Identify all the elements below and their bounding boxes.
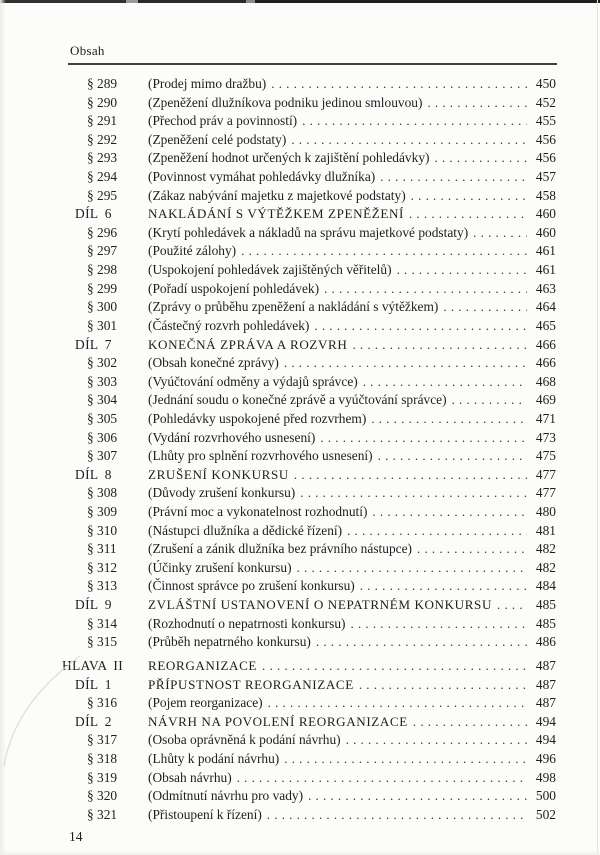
toc-entry-page: 461 (535, 243, 556, 259)
toc-row (62, 541, 556, 560)
toc-entry-page: 473 (535, 429, 556, 445)
dot-leader (363, 374, 527, 390)
toc-entry-title: KONEČNÁ ZPRÁVA A ROZVRH (148, 336, 348, 352)
dot-leader (300, 485, 527, 501)
toc-entry-label: § 296 (87, 224, 118, 240)
dot-leader (291, 132, 527, 148)
toc-entry-label: § 318 (87, 750, 118, 766)
toc-entry-title: (Pořadí uspokojení pohledávek) (148, 280, 320, 296)
toc-entry-title: (Průběh nepatrného konkursu) (148, 634, 311, 650)
toc-entry-title: (Prodej mimo dražbu) (148, 76, 267, 91)
toc-row (62, 504, 556, 523)
dot-leader (360, 578, 527, 594)
toc-row (62, 770, 556, 789)
dot-leader (241, 243, 527, 259)
toc-entry-label: § 289 (87, 76, 118, 91)
dot-leader (314, 318, 527, 334)
toc-entry-title: (Důvody zrušení konkursu) (148, 485, 296, 501)
toc-entry-page: 494 (535, 732, 556, 748)
dot-leader (320, 430, 527, 446)
toc-entry-title: (Zpeněžení dlužníkova podniku jedinou smlouvou) (148, 94, 423, 110)
running-head-title: Obsah (70, 43, 105, 58)
toc-row (62, 150, 556, 169)
toc-entry-title: (Jednání soudu o konečné zprávě a vyúčtování správce) (148, 392, 447, 408)
toc-row (62, 299, 556, 318)
toc-row (62, 169, 556, 188)
toc-entry-label: § 305 (87, 410, 118, 426)
dot-leader (324, 281, 527, 297)
toc-entry-page: 465 (535, 317, 556, 333)
toc-entry-page: 463 (535, 280, 556, 296)
toc-row (62, 448, 556, 467)
toc-entry-page: 482 (535, 541, 556, 557)
toc-entry-title: NÁVRH NA POVOLENÍ REORGANIZACE (148, 713, 408, 729)
toc-row (62, 392, 556, 411)
toc-entry-page: 461 (535, 262, 556, 278)
toc-row (62, 485, 556, 504)
toc-row (62, 523, 556, 542)
toc-entry-title: (Částečný rozvrh pohledávek) (148, 317, 310, 333)
dot-leader (427, 95, 527, 111)
dot-leader (262, 658, 527, 674)
toc-entry-label: § 300 (87, 299, 118, 315)
toc-entry-label: § 320 (87, 788, 118, 804)
toc-entry-page: 466 (535, 355, 556, 371)
toc-entry-label: § 321 (87, 806, 118, 822)
toc-entry-title: (Činnost správce po zrušení konkursu) (148, 578, 355, 594)
toc-entry-page: 485 (535, 597, 556, 613)
dot-leader (316, 634, 527, 650)
toc-row (62, 243, 556, 262)
toc-entry-page: 487 (535, 676, 556, 692)
toc-entry-title: (Zprávy o průběhu zpeněžení a nakládání s výtěžkem) (148, 299, 439, 315)
toc-row (62, 318, 556, 337)
toc-row (62, 677, 556, 696)
toc-entry-page: 494 (535, 713, 556, 729)
toc-entry-title: (Zrušení a zánik dlužníka bez právního nástupce) (148, 541, 412, 557)
toc-row (62, 132, 556, 151)
toc-row (62, 262, 556, 281)
dot-leader (284, 355, 527, 371)
toc-row (62, 616, 556, 635)
toc-entry-title: (Zpeněžení celé podstaty) (148, 131, 287, 147)
dot-leader (443, 299, 527, 315)
toc-entry-page: 468 (535, 373, 556, 389)
toc-row (62, 597, 556, 616)
toc-entry-title: (Pohledávky uspokojené před rozvrhem) (148, 410, 367, 426)
toc-entry-label: § 307 (87, 448, 118, 464)
toc-entry-title: ZVLÁŠTNÍ USTANOVENÍ O NEPATRNÉM KONKURSU (148, 597, 492, 613)
toc-entry-title: (Pojem reorganizace) (148, 695, 263, 711)
toc-row (62, 113, 556, 132)
toc-entry-label: DÍL 8 (75, 466, 112, 482)
toc-entry-title: (Nástupci dlužníka a dědické řízení) (148, 522, 343, 538)
toc-row (62, 751, 556, 770)
toc-entry-title: REORGANIZACE (148, 657, 258, 673)
toc-entry-label: § 290 (87, 94, 118, 110)
toc-row (62, 411, 556, 430)
toc-entry-page: 482 (535, 559, 556, 575)
toc-entry-page: 486 (535, 634, 556, 650)
toc-entry-page: 481 (535, 522, 556, 538)
toc-entry-label: HLAVA II (62, 657, 124, 673)
dot-leader (347, 523, 527, 539)
toc-row (62, 188, 556, 207)
toc-entry-page: 464 (535, 299, 556, 315)
scan-edge-right (597, 0, 598, 855)
toc-entry-label: § 312 (87, 559, 118, 575)
toc-entry-label: § 316 (87, 695, 118, 711)
toc-row (62, 788, 556, 807)
toc-entry-title: (Přechod práv a povinností) (148, 113, 298, 129)
toc-entry-title: (Zákaz nabývání majetku z majetkové podstaty) (148, 187, 406, 203)
toc-entry-label: § 298 (87, 262, 118, 278)
toc-entry-title: (Rozhodnutí o nepatrnosti konkursu) (148, 615, 346, 631)
toc-entry-title: (Přistoupení k řízení) (148, 806, 262, 822)
dot-leader (267, 807, 527, 823)
dot-leader (346, 732, 527, 748)
toc-entry-label: § 292 (87, 131, 118, 147)
dot-leader (417, 541, 527, 557)
toc-entry-label: § 294 (87, 169, 118, 185)
dot-leader (378, 448, 527, 464)
toc-entry-page: 450 (535, 76, 556, 91)
dot-leader (371, 411, 527, 427)
toc-entry-page: 477 (535, 466, 556, 482)
toc-row (62, 95, 556, 114)
toc-entry-page: 469 (535, 392, 556, 408)
toc-entry-label: § 303 (87, 373, 118, 389)
toc-entry-label: DÍL 1 (75, 676, 112, 692)
page-header (68, 42, 557, 65)
dot-leader (359, 677, 527, 693)
dot-leader (413, 714, 527, 730)
dot-leader (372, 504, 527, 520)
toc-entry-label: § 309 (87, 504, 118, 520)
toc-entry-page: 460 (535, 224, 556, 240)
toc-entry-title: (Použité zálohy) (148, 243, 237, 259)
toc-entry-label: § 302 (87, 355, 118, 371)
toc-entry-title: (Vydání rozvrhového usnesení) (148, 429, 316, 445)
toc-entry-label: § 299 (87, 280, 118, 296)
toc-entry-title: (Vyúčtování odměny a výdajů správce) (148, 373, 358, 389)
toc-row (62, 732, 556, 751)
toc-entry-label: § 304 (87, 392, 118, 408)
toc-entry-page: 458 (535, 187, 556, 203)
toc-entry-label: § 293 (87, 150, 118, 166)
toc-entry-label: § 306 (87, 429, 118, 445)
dot-leader (294, 467, 527, 483)
toc-entry-label: § 319 (87, 769, 118, 785)
dot-leader (351, 616, 528, 632)
toc-entry-page: 460 (535, 206, 556, 222)
toc-entry-label: § 295 (87, 187, 118, 203)
scan-edge-left (0, 0, 6, 855)
toc-entry-label: § 317 (87, 732, 118, 748)
toc-entry-page: 455 (535, 113, 556, 129)
toc-entry-page: 477 (535, 485, 556, 501)
toc-entry-title: (Uspokojení pohledávek zajištěných věřitelů) (148, 262, 392, 278)
toc-entry-page: 496 (535, 750, 556, 766)
dot-leader (297, 560, 527, 576)
toc-entry-page: 487 (535, 657, 556, 673)
toc-entry-page: 485 (535, 615, 556, 631)
toc-row (62, 281, 556, 300)
toc-entry-label: § 311 (87, 541, 117, 557)
dot-leader (497, 597, 527, 613)
dot-leader (452, 392, 527, 408)
toc-entry-title: (Povinnost vymáhat pohledávky dlužníka) (148, 169, 376, 185)
dot-leader (397, 262, 527, 278)
toc-row (62, 430, 556, 449)
toc-entry-label: § 297 (87, 243, 118, 259)
toc-entry-page: 502 (535, 806, 556, 822)
toc-entry-label: § 308 (87, 485, 118, 501)
toc-entry-label: § 310 (87, 522, 118, 538)
dot-leader (271, 76, 527, 92)
toc-row (62, 714, 556, 733)
toc-entry-title: ZRUŠENÍ KONKURSU (148, 466, 289, 482)
toc-row (62, 560, 556, 579)
toc-entry-page: 457 (535, 169, 556, 185)
toc-entry-label: DÍL 9 (75, 597, 112, 613)
dot-leader (308, 788, 527, 804)
dot-leader (302, 113, 527, 129)
toc-entry-title: (Právní moc a vykonatelnost rozhodnutí) (148, 504, 368, 520)
toc-entry-page: 456 (535, 150, 556, 166)
toc-entry-page: 466 (535, 336, 556, 352)
dot-leader (268, 695, 527, 711)
toc-entry-title: (Obsah konečné zprávy) (148, 355, 279, 371)
toc-entry-title: (Zpeněžení hodnot určených k zajištění pohledávky) (148, 150, 430, 166)
toc-entry-title: (Osoba oprávněná k podání návrhu) (148, 732, 341, 748)
page-number: 14 (69, 829, 83, 844)
dot-leader (434, 150, 527, 166)
toc-entry-page: 480 (535, 504, 556, 520)
toc-row (62, 355, 556, 374)
toc-entry-page: 471 (535, 410, 556, 426)
toc-entry-title: (Účinky zrušení konkursu) (148, 559, 292, 575)
toc-entry-title: NAKLÁDÁNÍ S VÝTĚŽKEM ZPENĚŽENÍ (148, 206, 404, 222)
scan-edge-top (0, 0, 600, 3)
toc-entry-label: DÍL 6 (75, 206, 112, 222)
toc-entry-title: (Lhůty pro splnění rozvrhového usnesení) (148, 448, 373, 464)
toc-row (62, 658, 556, 677)
toc-entry-title: (Krytí pohledávek a nákladů na správu majetkové podstaty) (148, 224, 469, 240)
scan-edge-bottom (0, 851, 600, 855)
dot-leader (473, 225, 527, 241)
toc-row (62, 634, 556, 653)
dot-leader (380, 169, 527, 185)
toc-row (62, 374, 556, 393)
toc-entry-title: (Odmítnutí návrhu pro vady) (148, 788, 304, 804)
dot-leader (411, 188, 527, 204)
dot-leader (237, 770, 527, 786)
toc-row (62, 578, 556, 597)
toc-entry-label: § 315 (87, 634, 118, 650)
toc-entry-label: § 313 (87, 578, 118, 594)
dot-leader (352, 337, 527, 353)
toc-entry-page: 475 (535, 448, 556, 464)
toc-entry-page: 452 (535, 94, 556, 110)
toc-entry-label: DÍL 7 (75, 336, 112, 352)
toc-row (62, 76, 556, 95)
toc-row (62, 225, 556, 244)
toc-entry-page: 498 (535, 769, 556, 785)
toc-entry-label: DÍL 2 (75, 713, 112, 729)
toc-entry-label: § 301 (87, 317, 118, 333)
toc-entry-title: (Lhůty k podání návrhu) (148, 750, 280, 766)
toc-entry-title: PŘÍPUSTNOST REORGANIZACE (148, 676, 354, 692)
toc-list (62, 76, 556, 825)
toc-row (62, 807, 556, 826)
toc-row (62, 206, 556, 225)
toc-entry-label: § 291 (87, 113, 118, 129)
toc-entry-page: 456 (535, 131, 556, 147)
toc-entry-page: 500 (535, 788, 556, 804)
dot-leader (284, 751, 527, 767)
toc-row (62, 337, 556, 356)
toc-entry-title: (Obsah návrhu) (148, 769, 232, 785)
toc-row (62, 695, 556, 714)
toc-entry-label: § 314 (87, 615, 118, 631)
toc-row (62, 467, 556, 486)
toc-entry-page: 484 (535, 578, 556, 594)
dot-leader (409, 206, 527, 222)
toc-entry-page: 487 (535, 695, 556, 711)
